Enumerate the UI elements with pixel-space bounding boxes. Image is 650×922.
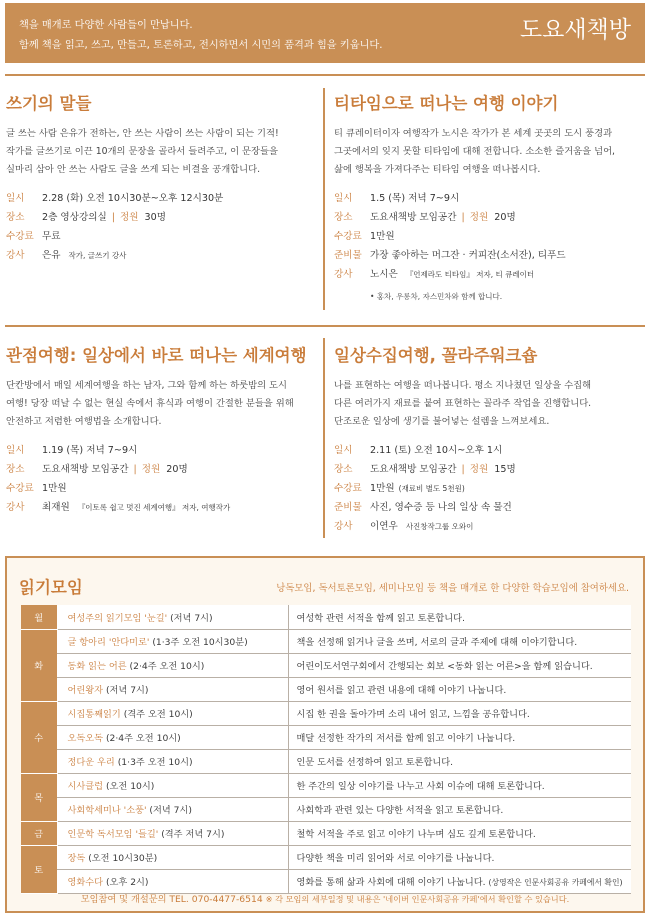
program-card <box>6 342 309 517</box>
table-row <box>21 773 631 797</box>
date-row: 일시 2.28 (화) 오전 10시30분~오후 12시30분 <box>6 193 224 204</box>
supplies-row: 준비물 사진, 영수증 등 나의 일상 속 물건 <box>334 502 512 513</box>
fee-row: 수강료 1만원 <box>6 483 67 494</box>
desc-cell: 어린이도서연구회에서 간행되는 회보 <동화 읽는 어른>을 함께 읽습니다. <box>288 653 631 677</box>
desc-cell: 한 주간의 일상 이야기를 나누고 사회 이슈에 대해 토론합니다. <box>288 773 631 797</box>
program-title: 쓰기의 말들 <box>6 94 92 113</box>
table-row <box>21 869 631 893</box>
reading-groups-section <box>5 556 645 913</box>
reading-title: 읽기모임 <box>19 578 83 597</box>
day-cell: 목 <box>21 773 57 821</box>
program-info <box>6 441 309 517</box>
day-cell: 토 <box>21 845 57 893</box>
day-cell: 금 <box>21 821 57 845</box>
supplies-row: 준비물 가장 좋아하는 머그잔 · 커피잔(소서잔), 티푸드 <box>334 250 566 261</box>
instructor-row: 강사 최재원 『이토록 쉽고 멋진 세계여행』 저자, 여행작가 <box>6 502 231 513</box>
group-cell: 어린왕자 (저녁 7시) <box>57 677 288 701</box>
instructor-row: 강사 노시은 『언제라도 티타임』 저자, 티 큐레이터 <box>334 269 535 280</box>
place-row: 장소 도요새책방 모임공간 | 정원 20명 <box>6 464 188 475</box>
contact-info: 모임참여 및 개설문의 TEL. 070-4477-6514 <box>80 894 263 905</box>
group-cell: 인문학 독서모임 '들길' (격주 저녁 7시) <box>57 821 288 845</box>
day-cell: 화 <box>21 629 57 701</box>
column-divider <box>323 88 325 310</box>
desc-cell: 여성학 관련 서적을 함께 읽고 토론합니다. <box>288 605 631 629</box>
group-cell: 장독 (오전 10시30분) <box>57 845 288 869</box>
fee-row: 수강료 1만원 (재료비 별도 5천원) <box>334 483 465 494</box>
group-cell: 동화 읽는 어른 (2·4주 오전 10시) <box>57 653 288 677</box>
header-banner <box>5 3 645 63</box>
program-description: 글 쓰는 사람 은유가 전하는, 안 쓰는 사람이 쓰는 사람이 되는 기적! 작가를 글쓰기로 이끈 10개의 문장을 골라서 들려주고, 이 문장들을 실마리 삼아 안 쓰는 사람도 글을 쓰게 되는 비결을 공개합니다. <box>6 128 279 175</box>
group-cell: 정다운 우리 (1·3주 오전 10시) <box>57 749 288 773</box>
desc-cell: 시집 한 권을 돌아가며 소리 내어 읽고, 느낌을 공유합니다. <box>288 701 631 725</box>
group-cell: 시사클럽 (오전 10시) <box>57 773 288 797</box>
program-note: • 홍차, 우롱차, 자스민차와 함께 합니다. <box>370 292 503 301</box>
table-row <box>21 797 631 821</box>
column-divider <box>323 338 325 538</box>
table-row <box>21 605 631 629</box>
group-cell: 사회학세미나 '소풍' (저녁 7시) <box>57 797 288 821</box>
group-cell: 영화수다 (오후 2시) <box>57 869 288 893</box>
group-cell: 글 항아리 '안다미로' (1·3주 오전 10시30분) <box>57 629 288 653</box>
date-row: 일시 1.19 (목) 저녁 7~9시 <box>6 445 138 456</box>
header-tagline-1: 책을 매개로 다양한 사람들이 만납니다. <box>19 20 193 31</box>
group-cell: 여성주의 읽기모임 '눈길' (저녁 7시) <box>57 605 288 629</box>
desc-cell: 인문 도서를 선정하여 읽고 토론합니다. <box>288 749 631 773</box>
program-card <box>334 90 637 302</box>
group-cell: 오독오독 (2·4주 오전 10시) <box>57 725 288 749</box>
header-tagline-2: 함께 책을 읽고, 쓰고, 만들고, 토론하고, 전시하면서 시민의 품격과 힘을 키웁니다. <box>19 40 383 51</box>
desc-cell: 철학 서적을 주로 읽고 이야기 나누며 심도 깊게 토론합니다. <box>288 821 631 845</box>
table-row <box>21 725 631 749</box>
desc-cell: 영화를 통해 삶과 사회에 대해 이야기 나눕니다. (상영작은 인문사회공유 카페에서 확인) <box>288 869 631 893</box>
day-cell: 월 <box>21 605 57 629</box>
program-info <box>334 189 637 302</box>
program-description: 티 큐레이터이자 여행작가 노시은 작가가 본 세계 곳곳의 도시 풍경과 그곳에서의 잊지 못할 티타임에 대해 전합니다. 소소한 즐거움을 넘어, 삶에 행복을 가져다주는 티타임 여행을 떠나봅시다. <box>334 128 616 175</box>
program-description: 나를 표현하는 여행을 떠나봅니다. 평소 지나쳤던 일상을 수집해 다른 여러가지 재료를 붙여 표현하는 꼴라주 작업을 진행합니다. 단조로운 일상에 생기를 불어넣는 설렘을 느껴보세요. <box>334 380 592 427</box>
table-row <box>21 821 631 845</box>
instructor-row: 강사 이연우 사진창작그룹 오와이 <box>334 521 474 532</box>
day-cell: 수 <box>21 701 57 773</box>
date-row: 일시 2.11 (토) 오전 10시~오후 1시 <box>334 445 503 456</box>
program-card <box>334 342 637 536</box>
program-description: 단칸방에서 매일 세계여행을 하는 남자, 그와 함께 하는 하룻밤의 도시 여행! 당장 떠날 수 없는 현실 속에서 휴식과 여행이 간절한 분들을 위해 안전하고 저렴한 여행법을 소개합니다. <box>6 380 294 427</box>
table-row <box>21 701 631 725</box>
footer-note: ※ 각 모임의 세부일정 및 내용은 '네이버 인문사회공유 카페'에서 확인할 수 있습니다. <box>265 894 570 904</box>
table-row <box>21 749 631 773</box>
place-row: 장소 도요새책방 모임공간 | 정원 15명 <box>334 464 516 475</box>
place-row: 장소 2층 영상강의실 | 정원 30명 <box>6 212 167 223</box>
date-row: 일시 1.5 (목) 저녁 7~9시 <box>334 193 460 204</box>
table-row <box>21 653 631 677</box>
desc-cell: 다양한 책을 미리 읽어와 서로 이야기를 나눕니다. <box>288 845 631 869</box>
section-divider <box>5 325 645 327</box>
reading-subtitle: 낭독모임, 독서토론모임, 세미나모임 등 책을 매개로 한 다양한 학습모임에 참여하세요. <box>276 583 629 594</box>
section-divider <box>5 74 645 76</box>
desc-cell: 책을 선정해 읽거나 글을 쓰며, 서로의 글과 주제에 대해 이야기합니다. <box>288 629 631 653</box>
group-cell: 시집통째읽기 (격주 오전 10시) <box>57 701 288 725</box>
program-info <box>334 441 637 536</box>
place-row: 장소 도요새책방 모임공간 | 정원 20명 <box>334 212 516 223</box>
desc-cell: 영어 원서를 읽고 관련 내용에 대해 이야기 나눕니다. <box>288 677 631 701</box>
instructor-row: 강사 은유 작가, 글쓰기 강사 <box>6 250 127 261</box>
program-title: 관점여행: 일상에서 바로 떠나는 세계여행 <box>6 346 307 365</box>
program-info <box>6 189 309 265</box>
program-title: 일상수집여행, 꼴라주워크숍 <box>334 346 538 365</box>
reading-table <box>21 605 631 894</box>
desc-cell: 매달 선정한 작가의 저서를 함께 읽고 이야기 나눕니다. <box>288 725 631 749</box>
desc-cell: 사회학과 관련 있는 다양한 서적을 읽고 토론합니다. <box>288 797 631 821</box>
fee-row: 수강료 무료 <box>6 231 61 242</box>
footer <box>0 891 650 905</box>
program-card <box>6 90 309 265</box>
table-row <box>21 845 631 869</box>
brand-title: 도요새책방 <box>519 17 631 43</box>
fee-row: 수강료 1만원 <box>334 231 395 242</box>
table-row <box>21 629 631 653</box>
program-title: 티타임으로 떠나는 여행 이야기 <box>334 94 559 113</box>
table-row <box>21 677 631 701</box>
